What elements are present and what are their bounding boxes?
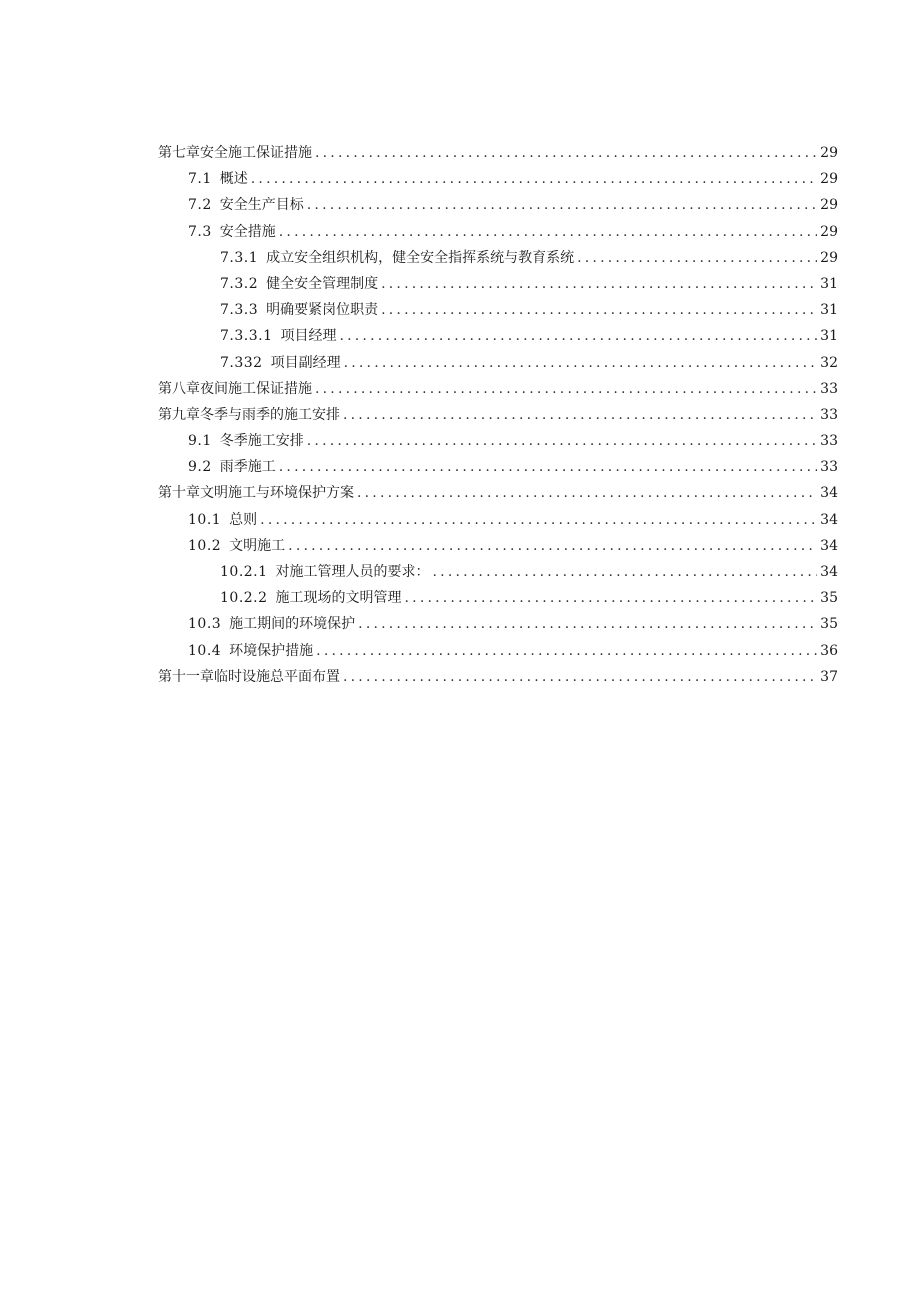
- toc-entry[interactable]: [158, 611, 838, 637]
- toc-entry-page-number: 31: [820, 302, 838, 319]
- toc-dot-leader: [316, 638, 817, 664]
- toc-dot-leader: [344, 350, 817, 376]
- toc-entry-number: 10.2.2: [220, 590, 268, 607]
- toc-entry-title: 项目经理: [280, 328, 337, 345]
- toc-dot-leader: [251, 166, 817, 192]
- toc-entry-page-number: 34: [820, 485, 838, 502]
- toc-entry-title: 安全生产目标: [219, 197, 304, 214]
- toc-entry-title: 文明施工: [229, 537, 286, 554]
- toc-entry[interactable]: [158, 585, 838, 611]
- toc-entry-number: 10.2.1: [220, 564, 268, 580]
- toc-entry-page-number: 37: [820, 668, 838, 685]
- toc-entry[interactable]: [158, 454, 838, 480]
- toc-entry-number: 7.3.3: [220, 302, 259, 319]
- toc-entry-number: 10.3: [188, 616, 222, 633]
- toc-entry-number: 7.332: [220, 354, 263, 371]
- toc-entry-title: 明确要紧岗位职责: [266, 302, 379, 319]
- toc-entry[interactable]: [158, 140, 838, 166]
- toc-dot-leader: [381, 297, 817, 323]
- toc-entry-title: 概述: [219, 171, 248, 188]
- toc-entry-number: 7.2: [188, 197, 212, 214]
- toc-entry-number: 7.3: [188, 223, 212, 240]
- toc-entry[interactable]: [158, 297, 838, 323]
- table-of-contents: [158, 140, 838, 690]
- toc-entry-page-number: 34: [820, 511, 838, 528]
- toc-entry-page-number: 29: [820, 223, 838, 240]
- toc-entry-number: 10.1: [188, 511, 222, 528]
- toc-entry[interactable]: [158, 638, 838, 664]
- toc-entry-page-number: 29: [820, 171, 838, 188]
- toc-entry[interactable]: [158, 350, 838, 376]
- toc-entry-number: 10.2: [188, 537, 222, 554]
- toc-dot-leader: [315, 376, 817, 402]
- toc-entry-title: 第十章文明施工与环境保护方案: [158, 485, 354, 502]
- toc-entry[interactable]: [158, 664, 838, 690]
- toc-dot-leader: [405, 585, 817, 611]
- toc-entry[interactable]: [158, 480, 838, 506]
- toc-entry[interactable]: [158, 402, 838, 428]
- toc-entry[interactable]: [158, 533, 838, 559]
- toc-entry-title: 冬季施工安排: [219, 433, 304, 450]
- toc-entry-title: 施工期间的环境保护: [229, 616, 356, 633]
- toc-entry-page-number: 31: [820, 275, 838, 292]
- toc-entry-page-number: 33: [820, 433, 838, 450]
- toc-entry[interactable]: [158, 166, 838, 192]
- toc-dot-leader: [433, 559, 817, 585]
- toc-entry[interactable]: [158, 376, 838, 402]
- toc-dot-leader: [357, 480, 817, 506]
- toc-entry-page-number: 29: [820, 145, 838, 161]
- toc-entry-title: 第八章夜间施工保证措施: [158, 380, 312, 397]
- toc-entry-title: 安全措施: [219, 223, 276, 240]
- toc-entry-title: 对施工管理人员的要求：: [275, 564, 430, 580]
- toc-entry-number: 7.1: [188, 171, 212, 188]
- toc-entry-number: 7.3.2: [220, 275, 259, 292]
- toc-entry-title: 雨季施工: [219, 459, 276, 476]
- toc-dot-leader: [307, 192, 817, 218]
- toc-entry[interactable]: [158, 507, 838, 533]
- toc-entry-page-number: 35: [820, 590, 838, 607]
- toc-entry-number: 9.1: [188, 433, 212, 450]
- toc-dot-leader: [577, 245, 817, 271]
- toc-entry-page-number: 34: [820, 537, 838, 554]
- toc-entry-title: 项目副经理: [270, 354, 341, 371]
- toc-dot-leader: [279, 454, 817, 480]
- toc-entry[interactable]: [158, 559, 838, 585]
- toc-entry-title: 环境保护措施: [229, 642, 314, 659]
- toc-entry[interactable]: [158, 428, 838, 454]
- toc-entry-page-number: 36: [820, 642, 838, 659]
- toc-entry-page-number: 34: [820, 564, 838, 580]
- toc-entry-page-number: 29: [820, 197, 838, 214]
- toc-entry-title: 第九章冬季与雨季的施工安排: [158, 406, 340, 423]
- toc-entry-title: 施工现场的文明管理: [275, 590, 402, 607]
- toc-entry-number: 9.2: [188, 459, 212, 476]
- toc-entry-page-number: 35: [820, 616, 838, 633]
- toc-entry-page-number: 31: [820, 328, 838, 345]
- toc-entry-title: 健全安全管理制度: [266, 275, 379, 292]
- toc-entry-page-number: 33: [820, 380, 838, 397]
- toc-dot-leader: [343, 402, 817, 428]
- toc-dot-leader: [315, 140, 817, 166]
- toc-dot-leader: [288, 533, 817, 559]
- toc-entry[interactable]: [158, 219, 838, 245]
- toc-entry-number: 7.3.1: [220, 249, 259, 266]
- toc-entry-page-number: 32: [820, 354, 838, 371]
- toc-dot-leader: [358, 611, 817, 637]
- toc-entry-title: 第十一章临时设施总平面布置: [158, 668, 340, 685]
- toc-dot-leader: [307, 428, 817, 454]
- toc-entry-number: 10.4: [188, 642, 222, 659]
- toc-entry-page-number: 33: [820, 406, 838, 423]
- toc-dot-leader: [339, 323, 817, 349]
- toc-entry-page-number: 33: [820, 459, 838, 476]
- toc-dot-leader: [381, 271, 817, 297]
- toc-dot-leader: [343, 664, 817, 690]
- toc-entry-page-number: 29: [820, 249, 838, 266]
- toc-entry[interactable]: [158, 323, 838, 349]
- toc-dot-leader: [260, 507, 817, 533]
- toc-entry[interactable]: [158, 245, 838, 271]
- toc-entry-title: 第七章安全施工保证措施: [158, 145, 312, 161]
- toc-entry-title: 总则: [229, 511, 258, 528]
- toc-entry[interactable]: [158, 192, 838, 218]
- toc-entry-title: 成立安全组织机构，健全安全指挥系统与教育系统: [266, 249, 575, 266]
- toc-entry[interactable]: [158, 271, 838, 297]
- toc-dot-leader: [279, 219, 817, 245]
- toc-entry-number: 7.3.3.1: [220, 328, 273, 345]
